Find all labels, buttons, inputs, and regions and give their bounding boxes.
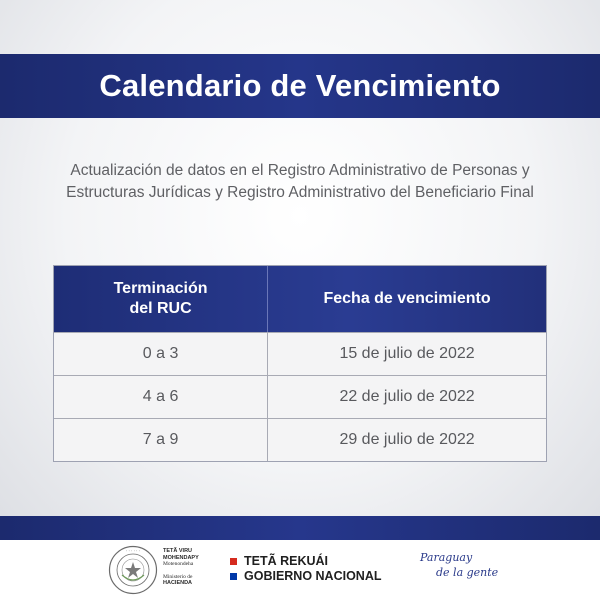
ministry-line-5: HACIENDA [163,580,193,586]
ministry-line-3: Motenondeha [163,561,194,567]
national-seal-icon [108,545,158,595]
ministry-line-1: TETÃ VIRU [163,548,193,554]
table-header [54,266,546,332]
cell-ruc-range: 4 a 6 [54,376,268,418]
cell-ruc-range: 0 a 3 [54,333,268,375]
flag-blue-square-icon [230,573,237,580]
title-banner [0,54,600,118]
slogan-line-2: de la gente [436,566,499,579]
ministry-line-4: Ministerio de [163,573,193,580]
header-ruc: Terminación del RUC [54,266,268,332]
footer-logos [0,540,600,600]
subtitle: Actualización de datos en el Registro Administrativo de Personas y Estructuras Jurídicas y Registro Administrativo del Beneficiario Final [66,162,534,201]
table-row [54,418,546,461]
bottom-banner [0,516,600,540]
ministry-logo-text [163,548,218,587]
table-row [54,332,546,375]
cell-due-date: 15 de julio de 2022 [339,345,475,362]
gov-line-1: TETÃ REKUÁI [244,554,329,568]
schedule-table [53,265,547,462]
flag-red-square-icon [230,558,237,565]
header-date: Fecha de vencimiento [323,290,491,307]
ministry-line-2: MOHENDAPY [163,554,199,561]
slogan-line-1: Paraguay [420,551,473,564]
gov-line-2: GOBIERNO NACIONAL [244,569,382,583]
cell-due-date: 29 de julio de 2022 [339,431,475,448]
cell-ruc-range: 7 a 9 [54,419,268,461]
slogan-logo [420,550,510,580]
table-row [54,375,546,418]
government-logo [230,554,382,584]
svg-text:· · · · · ·: · · · · · · [126,548,140,554]
cell-due-date: 22 de julio de 2022 [339,388,475,405]
page-title: Calendario de Vencimiento [99,68,501,103]
